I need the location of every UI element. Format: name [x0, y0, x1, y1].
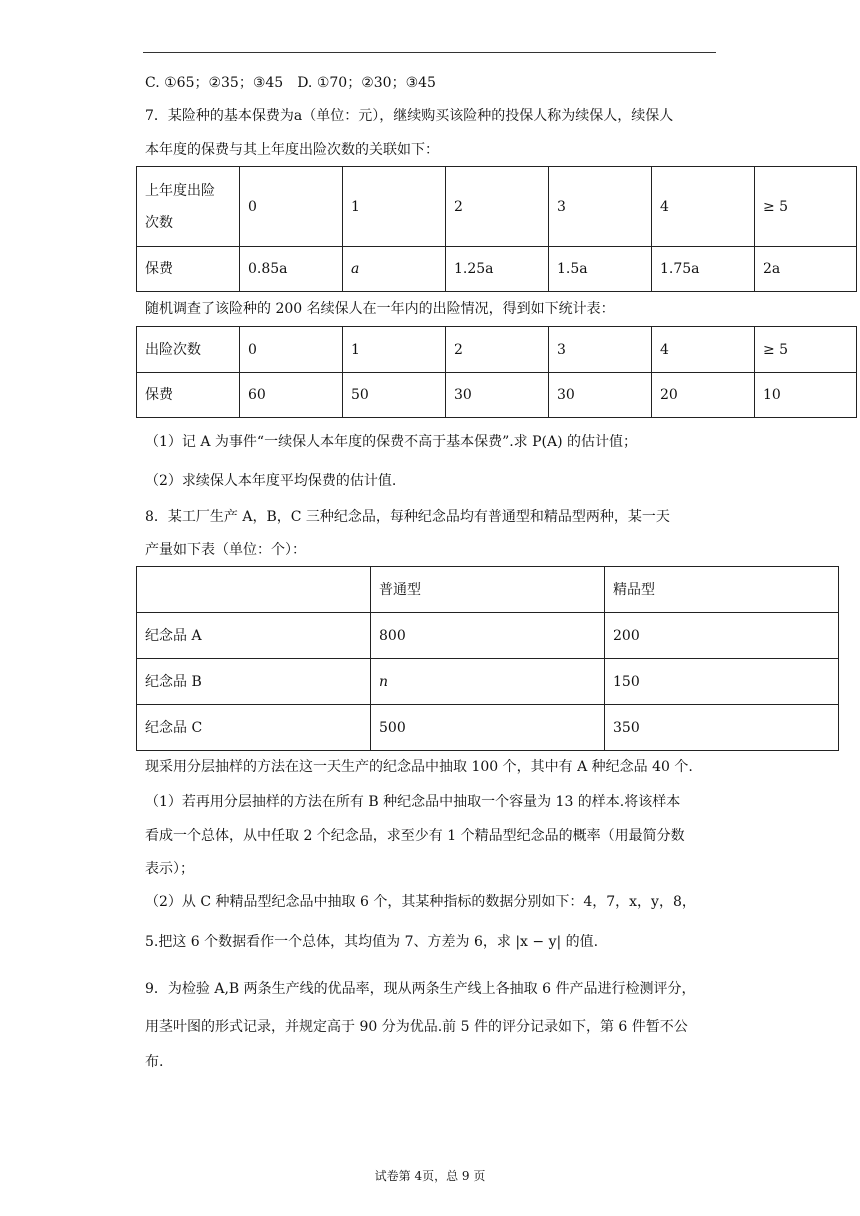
survey-table-row [137, 327, 857, 373]
page-footer: 试卷第 4页，总 9 页 [374, 1169, 486, 1183]
table-cell: a [343, 247, 446, 292]
question-8-part-1-c: 表示）； [145, 861, 194, 877]
question-8-line-1: 8．某工厂生产 A，B，C 三种纪念品，每种纪念品均有普通型和精品型两种，某一天 [145, 509, 670, 525]
table-cell: 保费 [137, 373, 240, 418]
table-cell: 纪念品 A [137, 613, 371, 659]
table-cell: 1.75a [652, 247, 755, 292]
table-cell: 800 [371, 613, 605, 659]
question-8-sampling: 现采用分层抽样的方法在这一天生产的纪念品中抽取 100 个，其中有 A 种纪念品 40 个. [145, 759, 693, 775]
table-cell: 1 [343, 167, 446, 247]
table-cell: 纪念品 C [137, 705, 371, 751]
table-cell: 1 [343, 327, 446, 373]
cell-text: 上年度出险 次数 [145, 182, 215, 231]
header-rule [143, 52, 716, 53]
table-cell: 2a [755, 247, 857, 292]
table-cell: 0 [240, 327, 343, 373]
table-cell: 纪念品 B [137, 659, 371, 705]
production-table [136, 566, 839, 751]
table-cell: 10 [755, 373, 857, 418]
table-cell: 4 [652, 167, 755, 247]
question-8-part-2-a: （2）从 C 种精品型纪念品中抽取 6 个，其某种指标的数据分别如下：4，7，x，y，8， [145, 894, 696, 910]
table-cell: 普通型 [371, 567, 605, 613]
table-cell: 4 [652, 327, 755, 373]
premium-table-row [137, 247, 857, 292]
table-cell: ≥ 5 [755, 167, 857, 247]
question-9-line-2: 用茎叶图的形式记录，并规定高于 90 分为优品.前 5 件的评分记录如下，第 6 件暂不公 [145, 1019, 688, 1035]
premium-table-row [137, 167, 857, 247]
table-cell: 350 [605, 705, 839, 751]
table-cell: 1.5a [549, 247, 652, 292]
question-9-line-1: 9．为检验 A,B 两条生产线的优品率，现从两条生产线上各抽取 6 件产品进行检测评分， [145, 981, 696, 997]
question-7-line-2: 本年度的保费与其上年度出险次数的关联如下： [145, 142, 439, 158]
table-cell: 2 [446, 327, 549, 373]
production-table-row [137, 659, 839, 705]
table-cell: 30 [549, 373, 652, 418]
table-cell: 0.85a [240, 247, 343, 292]
options-c-d: C. ①65；②35；③45 D. ①70；②30；③45 [145, 75, 436, 91]
table-cell: 2 [446, 167, 549, 247]
table-cell: ≥ 5 [755, 327, 857, 373]
table-cell: 30 [446, 373, 549, 418]
table-cell: 1.25a [446, 247, 549, 292]
table-cell [137, 567, 371, 613]
table-cell: 150 [605, 659, 839, 705]
table-cell: 20 [652, 373, 755, 418]
survey-table-row [137, 373, 857, 418]
table-cell: 500 [371, 705, 605, 751]
table-cell: 200 [605, 613, 839, 659]
premium-table [136, 166, 857, 292]
question-7-part-1: （1）记 A 为事件“一续保人本年度的保费不高于基本保费”.求 P(A) 的估计值； [145, 434, 638, 450]
table-cell: 出险次数 [137, 327, 240, 373]
question-8-part-2-b: 5.把这 6 个数据看作一个总体，其均值为 7、方差为 6，求 |x − y| 的值. [145, 934, 599, 950]
question-7-survey: 随机调查了该险种的 200 名续保人在一年内的出险情况，得到如下统计表： [145, 301, 615, 317]
question-7-part-2: （2）求续保人本年度平均保费的估计值. [145, 473, 397, 489]
question-8-line-2: 产量如下表（单位：个）： [145, 542, 306, 558]
table-cell [137, 167, 240, 247]
production-table-row [137, 613, 839, 659]
table-cell: 0 [240, 167, 343, 247]
table-cell: 50 [343, 373, 446, 418]
question-9-line-3: 布. [145, 1054, 164, 1070]
table-cell: 保费 [137, 247, 240, 292]
table-cell: 3 [549, 167, 652, 247]
production-table-row [137, 567, 839, 613]
table-cell: 60 [240, 373, 343, 418]
table-cell: n [371, 659, 605, 705]
table-cell: 精品型 [605, 567, 839, 613]
question-8-part-1-a: （1）若再用分层抽样的方法在所有 B 种纪念品中抽取一个容量为 13 的样本.将该样本 [145, 794, 681, 810]
question-7-line-1: 7．某险种的基本保费为a（单位：元），继续购买该险种的投保人称为续保人，续保人 [145, 108, 674, 124]
production-table-row [137, 705, 839, 751]
question-8-part-1-b: 看成一个总体，从中任取 2 个纪念品，求至少有 1 个精品型纪念品的概率（用最简分数 [145, 828, 685, 844]
table-cell: 3 [549, 327, 652, 373]
survey-table [136, 326, 857, 418]
